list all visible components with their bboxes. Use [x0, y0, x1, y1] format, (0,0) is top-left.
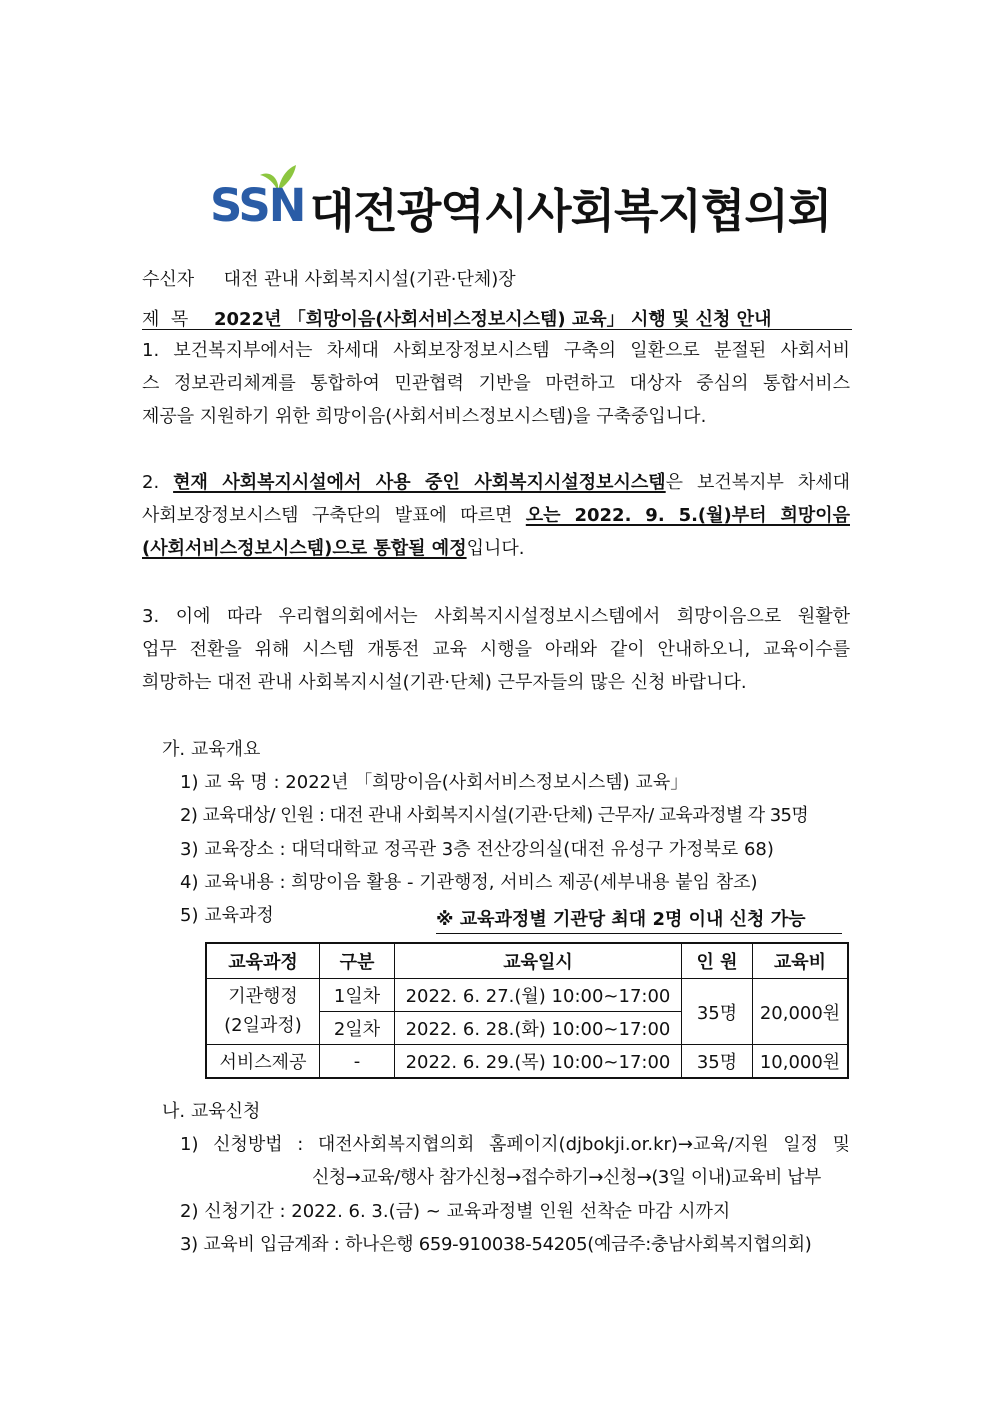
- section-a-item4: 4) 교육내용 : 희망이음 활용 - 기관행정, 서비스 제공(세부내용 붙임 참조): [180, 872, 758, 893]
- para2-line3: [142, 540, 524, 558]
- section-a-item1: 1) 교 육 명 : 2022년 「희망이음(사회서비스정보시스템) 교육」: [180, 772, 689, 793]
- para2-line1: [142, 474, 850, 492]
- course-fee: 10,000원: [753, 1045, 848, 1078]
- table-header-row: [207, 944, 848, 979]
- logo-text: SSN: [210, 179, 305, 232]
- para2-line2: [142, 507, 850, 525]
- para2-rest1: 은 보건복지부 차세대: [665, 472, 851, 493]
- section-a-item2: 2) 교육대상/ 인원 : 대전 관내 사회복지시설(기관·단체) 근무자/ 교육과정별 각 35명: [180, 805, 809, 826]
- course-date: 2022. 6. 29.(목) 10:00~17:00: [395, 1045, 682, 1078]
- para2-emphasis1: 현재 사회복지시설에서 사용 중인 사회복지시설정보시스템: [173, 472, 666, 493]
- table-header: 교육과정: [207, 944, 320, 979]
- course-people: 35명: [682, 1045, 753, 1078]
- course-date: 2022. 6. 28.(화) 10:00~17:00: [395, 1012, 682, 1045]
- recipient-label: 수신자: [142, 269, 195, 290]
- section-a-heading: 가. 교육개요: [162, 739, 261, 760]
- para2-emphasis3: (사회서비스정보시스템)으로 통합될 예정: [142, 538, 467, 559]
- para1-line3: 제공을 지원하기 위한 희망이음(사회서비스정보시스템)을 구축중입니다.: [142, 406, 707, 427]
- ssn-logo: [208, 165, 305, 235]
- course-name: 서비스제공: [207, 1045, 320, 1078]
- course-name-cell: [207, 979, 320, 1045]
- course-fee: 20,000원: [753, 979, 848, 1045]
- table-header: 인 원: [682, 944, 753, 979]
- course-day: 1일차: [320, 979, 395, 1012]
- section-b-item2: 2) 신청기간 : 2022. 6. 3.(금) ~ 교육과정별 인원 선착순 마감 시까지: [180, 1201, 731, 1222]
- section-b-item1-line2: 신청→교육/행사 참가신청→접수하기→신청→(3일 이내)교육비 납부: [312, 1167, 821, 1188]
- para2-emphasis2: 오는 2022. 9. 5.(월)부터 희망이음: [525, 505, 850, 526]
- subject-value: 2022년 「희망이음(사회서비스정보시스템) 교육」 시행 및 신청 안내: [214, 309, 772, 330]
- subject-label: 제 목: [142, 309, 189, 330]
- course-people: 35명: [682, 979, 753, 1045]
- para2-prefix: 2.: [142, 472, 174, 493]
- course-day: -: [320, 1045, 395, 1078]
- course-limit-note: ※ 교육과정별 기관당 최대 2명 이내 신청 가능: [436, 905, 842, 934]
- course-date: 2022. 6. 27.(월) 10:00~17:00: [395, 979, 682, 1012]
- course-table: [206, 943, 848, 1078]
- course-duration: (2일과정): [224, 1014, 302, 1036]
- para1-line2: 스 정보관리체계를 통합하여 민관협력 기반을 마련하고 대상자 중심의 통합서비스: [142, 373, 850, 394]
- table-row: [207, 1045, 848, 1078]
- para1-line1: 1. 보건복지부에서는 차세대 사회보장정보시스템 구축의 일환으로 분절된 사회서비: [142, 340, 850, 361]
- recipient-value: 대전 관내 사회복지시설(기관·단체)장: [223, 269, 516, 290]
- course-name: 기관행정: [228, 985, 298, 1007]
- table-header: 교육일시: [395, 944, 682, 979]
- para2-line3-rest: 입니다.: [466, 538, 525, 559]
- para2-line2-plain: 사회보장정보시스템 구축단의 발표에 따르면: [142, 505, 526, 526]
- table-header: 구분: [320, 944, 395, 979]
- subject-line: [142, 303, 852, 330]
- section-b-item1-line1: 1) 신청방법 : 대전사회복지협의회 홈페이지(djbokji.or.kr)→교육/지원 일정 및: [180, 1134, 850, 1155]
- section-a-item3: 3) 교육장소 : 대덕대학교 정곡관 3층 전산강의실(대전 유성구 가정북로 68): [180, 839, 774, 860]
- table-row: [207, 979, 848, 1012]
- course-day: 2일차: [320, 1012, 395, 1045]
- para3-line3: 희망하는 대전 관내 사회복지시설(기관·단체) 근무자들의 많은 신청 바랍니다.: [142, 672, 747, 693]
- section-a-item5: 5) 교육과정: [180, 905, 274, 926]
- section-b-item3: 3) 교육비 입금계좌 : 하나은행 659-910038-54205(예금주:충남사회복지협의회): [180, 1234, 812, 1255]
- section-b-heading: 나. 교육신청: [162, 1101, 261, 1122]
- table-header: 교육비: [753, 944, 848, 979]
- para3-line1: 3. 이에 따라 우리협의회에서는 사회복지시설정보시스템에서 희망이음으로 원활한: [142, 606, 850, 627]
- recipient-line: [142, 271, 516, 289]
- para3-line2: 업무 전환을 위해 시스템 개통전 교육 시행을 아래와 같이 안내하오니, 교육이수를: [142, 639, 850, 660]
- organization-name: 대전광역시사회복지협의회: [310, 184, 832, 238]
- letterhead: [208, 165, 832, 238]
